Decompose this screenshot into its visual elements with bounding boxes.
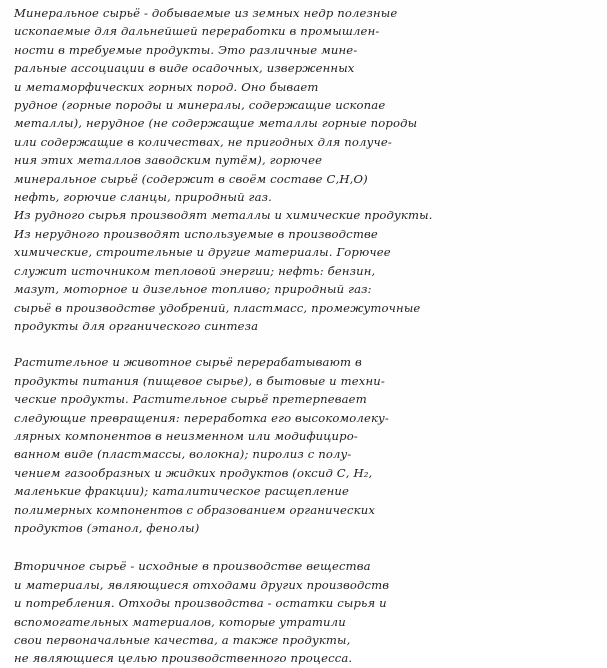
paragraph-plant-animal-raw-materials [14, 353, 597, 537]
text-line: мазут, моторное и дизельное топливо; природный газ: [14, 282, 372, 297]
text-line: служит источником тепловой энергии; нефть: бензин, [14, 263, 376, 278]
text-line: Из нерудного производят используемые в производстве [14, 226, 378, 241]
text-line: лярных компонентов в неизменном или модифициро- [14, 428, 358, 443]
text-line: маленькие фракции); каталитическое расщепление [14, 484, 350, 499]
text-line: ископаемые для дальнейшей переработки в промышлен- [14, 24, 380, 39]
text-line: ности в требуемые продукты. Это различные мине- [14, 42, 358, 57]
text-line: минеральное сырьё (содержит в своём составе С,Н,O) [14, 171, 368, 186]
text-line: полимерных компонентов с образованием органических [14, 502, 376, 517]
text-line: и метаморфических горных пород. Оно бывает [14, 79, 319, 94]
text-line: металлы), нерудное (не содержащие металлы горные породы [14, 116, 418, 131]
text-line: Минеральное сырьё - добываемые из земных недр полезные [14, 6, 398, 20]
text-line: и материалы, являющиеся отходами других производств [14, 577, 390, 592]
text-line: ванном виде (пластмассы, волокна); пиролиз с полу- [14, 447, 352, 462]
text-line: или содержащие в количествах, не пригодных для получе- [14, 134, 392, 149]
text-line: продукты питания (пищевое сырье), в бытовые и техни- [14, 373, 385, 388]
text-line: рудное (горные породы и минералы, содержащие ископае [14, 98, 386, 113]
text-line: ральные ассоциации в виде осадочных, изверженных [14, 61, 355, 76]
paragraph-gap [14, 537, 597, 557]
paragraph-secondary-raw-materials [14, 557, 597, 667]
text-line: Вторичное сырьё - исходные в производстве вещества [14, 559, 371, 574]
text-line: ческие продукты. Растительное сырьё претерпевает [14, 392, 367, 407]
text-line: продуктов (этанол, фенолы) [14, 520, 200, 535]
text-line: продукты для органического синтеза [14, 318, 259, 333]
paragraph-gap [14, 335, 597, 353]
text-line: Растительное и животное сырьё перерабатывают в [14, 355, 362, 370]
text-line: вспомогательных материалов, которые утратили [14, 614, 346, 629]
paragraph-mineral-raw-materials [14, 4, 597, 335]
text-line: сырьё в производстве удобрений, пластмасс, промежуточные [14, 300, 421, 315]
text-line: чением газообразных и жидких продуктов (оксид С, Н₂, [14, 465, 373, 480]
text-line: следующие превращения: переработка его высокомолеку- [14, 410, 389, 425]
text-line: свои первоначальные качества, а также продукты, [14, 633, 351, 647]
text-line: ния этих металлов заводским путём), горючее [14, 153, 323, 168]
text-line: Из рудного сырья производят металлы и химические продукты. [14, 208, 433, 223]
text-line: не являющиеся целью производственного процесса. [14, 651, 353, 666]
text-line: нефть, горючие сланцы, природный газ. [14, 190, 272, 205]
text-line: химические, строительные и другие материалы. Горючее [14, 245, 391, 260]
text-line: и потребления. Отходы производства - остатки сырья и [14, 596, 387, 611]
